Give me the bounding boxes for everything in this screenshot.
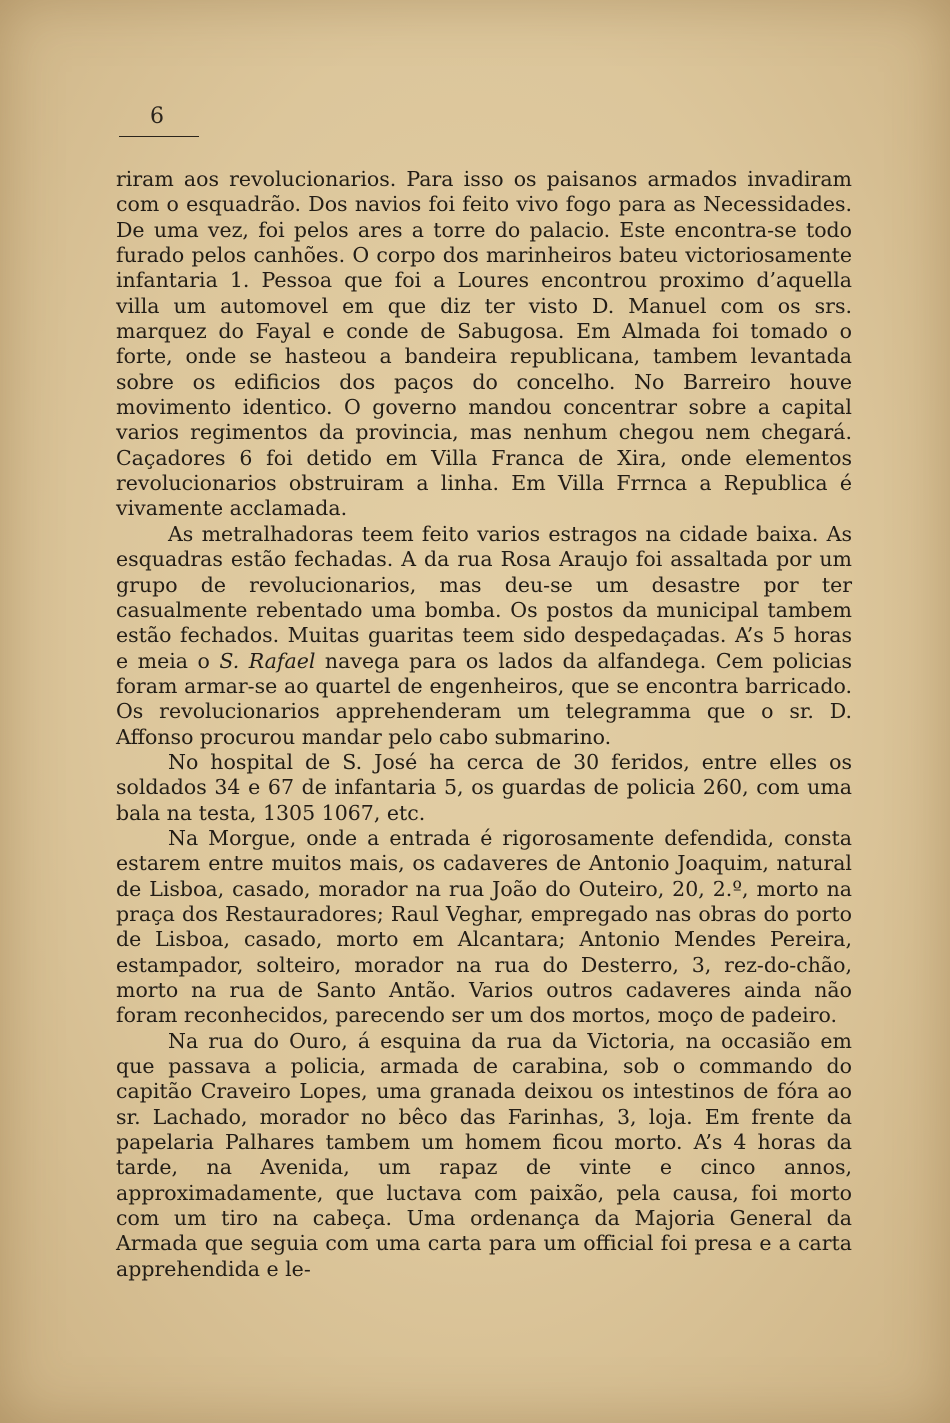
paragraph-1: riram aos revolucionarios. Para isso os paisanos armados invadiram com o esquadrão. Dos navios foi feito vivo fogo para as Necessidades. De uma vez, foi pelos ares a torre do palacio. Este encontra-se todo furado pelos canhões. O corpo dos marinheiros bateu victoriosamente infantaria 1. Pessoa que foi a Loures encontrou proximo d’aquella villa um automovel em que diz ter visto D. Manuel com os srs. marquez do Fayal e conde de Sabugosa. Em Almada foi tomado o forte, onde se hasteou a bandeira republicana, tambem levantada sobre os edificios dos paços do concelho. No Barreiro houve movimento identico. O governo mandou concentrar sobre a capital varios regimentos da provincia, mas nenhum chegou nem chegará. Caçadores 6 foi detido em Villa Franca de Xira, onde elementos revolucionarios obstruiram a linha. Em Villa Frrnca a Republica é vivamente acclamada. [116,167,852,521]
paragraph-2-text-before: As metralhadoras teem feito varios estragos na cidade baixa. As esquadras estão fechadas. A da rua Rosa Araujo foi assaltada por um grupo de revolucionarios, mas deu-se um desastre por ter casualmente rebentado uma bomba. Os postos da municipal tambem estão fechados. Muitas guaritas teem sido despedaçadas. A’s 5 horas e meia o [116,521,852,673]
header-rule [119,136,199,137]
ship-name-italic: S. Rafael [219,648,316,673]
paragraph-4: Na Morgue, onde a entrada é rigorosamente defendida, consta estarem entre muitos mais, os cadaveres de Antonio Joaquim, natural de Lisboa, casado, morador na rua João do Outeiro, 20, 2.º, morto na praça dos Restauradores; Raul Veghar, empregado nas obras do porto de Lisboa, casado, morto em Alcantara; Antonio Mendes Pereira, estampador, solteiro, morador na rua do Desterro, 3, rez-do-chão, morto na rua de Santo Antão. Varios outros cadaveres ainda não foram reconhecidos, parecendo ser um dos mortos, moço de padeiro. [116,825,852,1028]
paragraph-2-text-after: navega para os lados da alfandega. Cem policias foram armar-se ao quartel de engenheiros, que se encontra barricado. Os revolucionarios apprehenderam um telegramma que o sr. D. Affonso procurou mandar pelo cabo submarino. [116,648,852,749]
paragraph-5: Na rua do Ouro, á esquina da rua da Victoria, na occasião em que passava a policia, armada de carabina, sob o commando do capitão Craveiro Lopes, uma granada deixou os intestinos de fóra ao sr. Lachado, morador no bêco das Farinhas, 3, loja. Em frente da papelaria Palhares tambem um homem ficou morto. A’s 4 horas da tarde, na Avenida, um rapaz de vinte e cinco annos, approximadamente, que luctava com paixão, pela causa, foi morto com um tiro na cabeça. Uma ordenança da Majoria General da Armada que seguia com uma carta para um official foi presa e a carta apprehendida e le- [116,1028,852,1281]
body-text [116,167,852,1282]
paragraph-2 [116,522,852,750]
paragraph-3: No hospital de S. José ha cerca de 30 feridos, entre elles os soldados 34 e 67 de infantaria 5, os guardas de policia 260, com uma bala na testa, 1305 1067, etc. [116,749,852,825]
page-number: 6 [150,104,164,129]
